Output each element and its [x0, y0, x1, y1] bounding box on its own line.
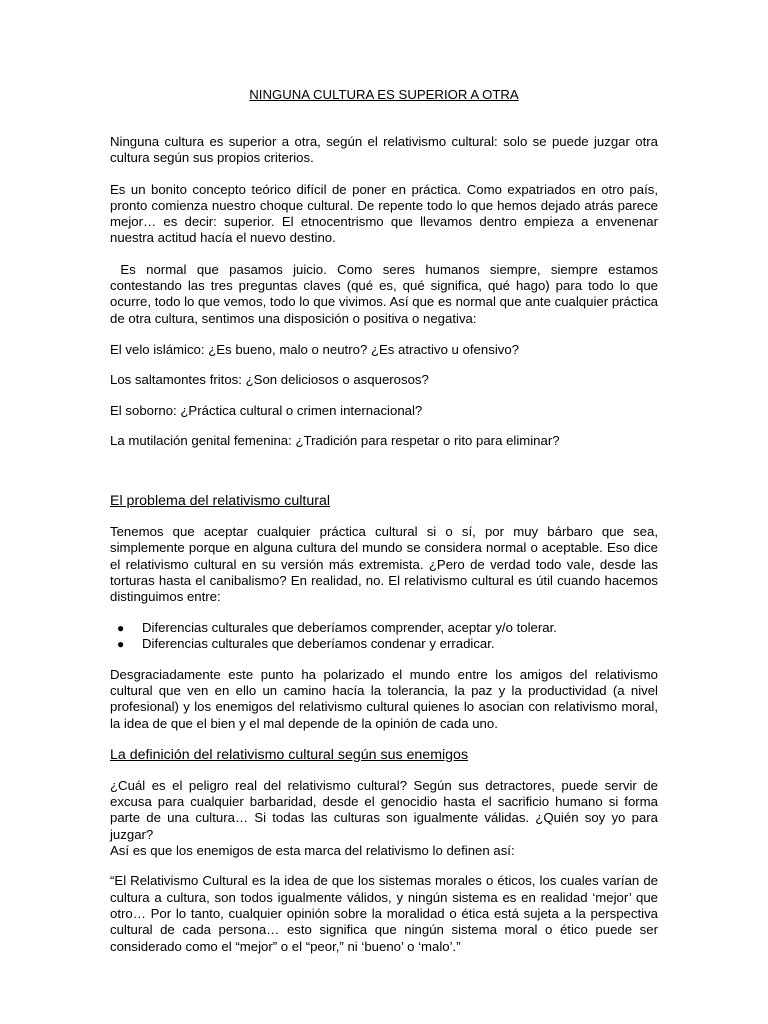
example-question: Los saltamontes fritos: ¿Son deliciosos o asquerosos?	[110, 372, 429, 388]
section-heading-definition: La definición del relativismo cultural según sus enemigos	[110, 746, 469, 763]
bullet-icon: ●	[117, 637, 125, 652]
list-item	[110, 620, 658, 637]
example-question: La mutilación genital femenina: ¿Tradición para respetar o rito para eliminar?	[110, 432, 560, 448]
document-title: NINGUNA CULTURA ES SUPERIOR A OTRA	[249, 87, 519, 102]
section-paragraph: Así es que los enemigos de esta marca del relativismo lo definen así:	[110, 843, 515, 859]
intro-paragraph: Es un bonito concepto teórico difícil de poner en práctica. Como expatriados en otro país, pronto comienza nuestro choque cultural. De repente todo lo que hemos dejado atrás parece mejor… es decir: superior. El etnocentrismo que llevamos dentro empieza a envenenar nuestra actitud hacía el nuevo destino.	[110, 181, 658, 246]
example-question: El velo islámico: ¿Es bueno, malo o neutro? ¿Es atractivo u ofensivo?	[110, 341, 520, 357]
list-item-text: Diferencias culturales que deberíamos comprender, aceptar y/o tolerar.	[142, 619, 557, 635]
section-heading-problem: El problema del relativismo cultural	[110, 493, 330, 510]
list-item-text: Diferencias culturales que deberíamos condenar y erradicar.	[142, 636, 495, 652]
section-paragraph: ¿Cuál es el peligro real del relativismo cultural? Según sus detractores, puede servir de excusa para cualquier barbaridad, desde el genocidio hasta el sacrificio humano si forma parte de una cultura… Si todas las culturas son igualmente válidas. ¿Quién soy yo para juzgar?	[110, 777, 658, 842]
intro-paragraph: Ninguna cultura es superior a otra, según el relativismo cultural: solo se puede juzgar otra cultura según sus propios criterios.	[110, 134, 658, 166]
intro-paragraph: Es normal que pasamos juicio. Como seres humanos siempre, siempre estamos contestando las tres preguntas claves (qué es, qué significa, qué hago) para todo lo que ocurre, todo lo que vemos, todo lo que vivimos. Así que es normal que ante cualquier práctica de otra cultura, sentimos una disposición o positiva o negativa:	[110, 261, 662, 326]
bullet-list	[110, 620, 658, 653]
section-paragraph: Tenemos que aceptar cualquier práctica cultural si o sí, por muy bárbaro que sea, simplemente porque en alguna cultura del mundo se considera normal o aceptable. Eso dice el relativismo cultural en su versión más extremista. ¿Pero de verdad todo vale, desde las torturas hasta el canibalismo? En realidad, no. El relativismo cultural es útil cuando hacemos distinguimos entre:	[110, 524, 658, 605]
list-item	[110, 636, 658, 653]
quote-paragraph: “El Relativismo Cultural es la idea de que los sistemas morales o éticos, los cuales varían de cultura a cultura, son todos igualmente válidos, y ningún sistema es en realidad ‘mejor’ que otro… Por lo tanto, cualquier opinión sobre la moralidad o ética está sujeta a la perspectiva cultural de cada persona… esto significa que ningún sistema moral o ético puede ser considerado como el “mejor” o el “peor,” ni ‘bueno’ o ‘malo’.”	[110, 873, 658, 954]
section-paragraph: Desgraciadamente este punto ha polarizado el mundo entre los amigos del relativismo cultural que ven en ello un camino hacía la tolerancia, la paz y la productividad (a nivel profesional) y los enemigos del relativismo cultural quienes lo asocian con relativismo moral, la idea de que el bien y el mal depende de la opinión de cada uno.	[110, 666, 658, 731]
bullet-icon: ●	[117, 620, 125, 635]
example-question: El soborno: ¿Práctica cultural o crimen internacional?	[110, 402, 423, 418]
